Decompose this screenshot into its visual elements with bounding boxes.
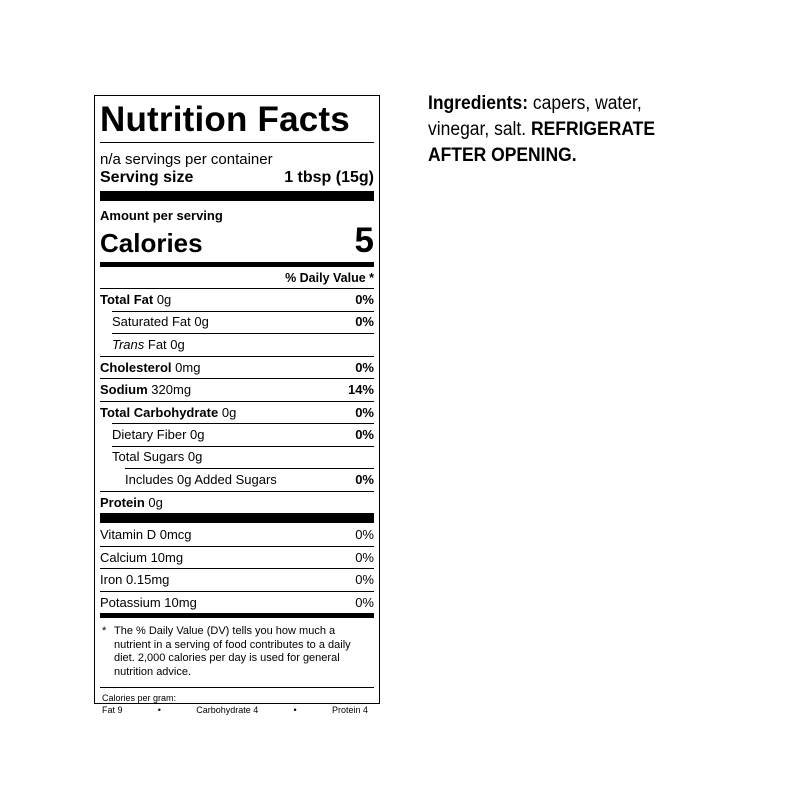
nutrient-row-total-carbohydrate [100, 401, 374, 424]
divider [100, 142, 374, 143]
ingredients-text: capers, water, vinegar, salt. [428, 93, 642, 140]
footnote-star: * [102, 625, 107, 637]
nutrient-amount: 0g [221, 404, 237, 420]
vitamin-dv: 0% [355, 594, 374, 610]
vitamin-name: Potassium 10mg [100, 594, 197, 610]
nutrient-dv: 0% [355, 292, 374, 308]
bullet-separator: • [293, 705, 297, 715]
nutrition-facts-title: Nutrition Facts [100, 100, 350, 139]
nutrient-name: Dietary Fiber [112, 426, 187, 442]
protein-per-gram: Protein 4 [331, 705, 368, 715]
vitamin-dv: 0% [355, 526, 374, 542]
nutrient-dv: 0% [355, 314, 374, 330]
calories-per-gram-values [100, 704, 374, 716]
fat-per-gram: Fat 9 [102, 705, 123, 715]
ingredients-label: Ingredients: [428, 93, 529, 114]
carbohydrate-per-gram: Carbohydrate 4 [196, 705, 259, 715]
vitamin-row [100, 568, 374, 591]
serving-size-label: Serving size [100, 169, 194, 186]
nutrient-row-total-sugars [100, 446, 374, 469]
nutrient-name: Protein [100, 494, 145, 510]
nutrient-dv: 14% [347, 382, 374, 398]
nutrient-dv: 0% [355, 404, 374, 420]
calories-row [100, 223, 374, 258]
thick-divider [100, 191, 374, 201]
daily-value-footnote [100, 625, 374, 679]
serving-size-row [100, 169, 374, 187]
bullet-separator: • [157, 705, 161, 715]
nutrient-name: Trans [112, 336, 145, 352]
nutrient-row-saturated-fat [100, 311, 374, 334]
servings-per-container: n/a servings per container [100, 151, 273, 168]
vitamin-name: Iron 0.15mg [100, 572, 170, 588]
nutrient-row-added-sugars [100, 468, 374, 491]
vitamin-dv: 0% [355, 549, 374, 565]
nutrient-name: Total Sugars [112, 449, 185, 465]
nutrient-amount: 0g [190, 426, 205, 442]
calories-value: 5 [354, 221, 374, 260]
refrigerate-warning: REFRIGERATE AFTER OPENING. [428, 119, 655, 166]
nutrient-row-sodium [100, 378, 374, 401]
ingredients-block [428, 91, 704, 169]
vitamin-dv: 0% [355, 572, 374, 588]
vitamin-row [100, 591, 374, 614]
vitamin-name: Vitamin D 0mcg [100, 526, 192, 542]
nutrient-amount: 0g [148, 494, 163, 510]
nutrient-amount: 0g [156, 292, 172, 308]
footnote-text: The % Daily Value (DV) tells you how much a nutrient in a serving of food contributes to a daily diet. 2,000 calories per day is used for general nutrition advice. [114, 625, 351, 678]
nutrient-amount: 0mg [175, 359, 201, 375]
nutrient-amount: 320mg [151, 382, 192, 398]
nutrient-name: Includes 0g Added Sugars [125, 471, 277, 487]
nutrient-amount: Fat 0g [147, 336, 185, 352]
serving-size-value: 1 tbsp (15g) [284, 169, 374, 186]
nutrient-row-trans-fat [100, 333, 374, 356]
medium-divider [100, 613, 374, 618]
vitamin-name: Calcium 10mg [100, 549, 184, 565]
nutrient-name: Total Carbohydrate [100, 404, 219, 420]
calories-per-gram-label: Calories per gram: [102, 693, 177, 703]
nutrient-row-cholesterol [100, 356, 374, 379]
nutrient-row-dietary-fiber [100, 423, 374, 446]
nutrient-name: Saturated Fat [112, 314, 191, 330]
nutrient-dv: 0% [355, 359, 374, 375]
nutrient-amount: 0g [187, 449, 203, 465]
nutrient-name: Sodium [100, 382, 148, 398]
nutrient-dv: 0% [355, 426, 374, 442]
amount-per-serving: Amount per serving [100, 208, 223, 223]
vitamin-row [100, 523, 374, 546]
nutrition-facts-label [94, 95, 380, 715]
calories-per-gram [100, 687, 374, 716]
vitamin-row [100, 546, 374, 569]
nutrient-name: Cholesterol [100, 359, 172, 375]
nutrient-row-protein [100, 491, 374, 514]
nutrient-dv: 0% [355, 471, 374, 487]
nutrient-name: Total Fat [100, 292, 154, 308]
thick-divider [100, 513, 374, 523]
nutrient-amount: 0g [194, 314, 209, 330]
daily-value-header: % Daily Value * [285, 271, 374, 285]
nutrient-row-total-fat [100, 288, 374, 311]
calories-label: Calories [100, 228, 203, 258]
